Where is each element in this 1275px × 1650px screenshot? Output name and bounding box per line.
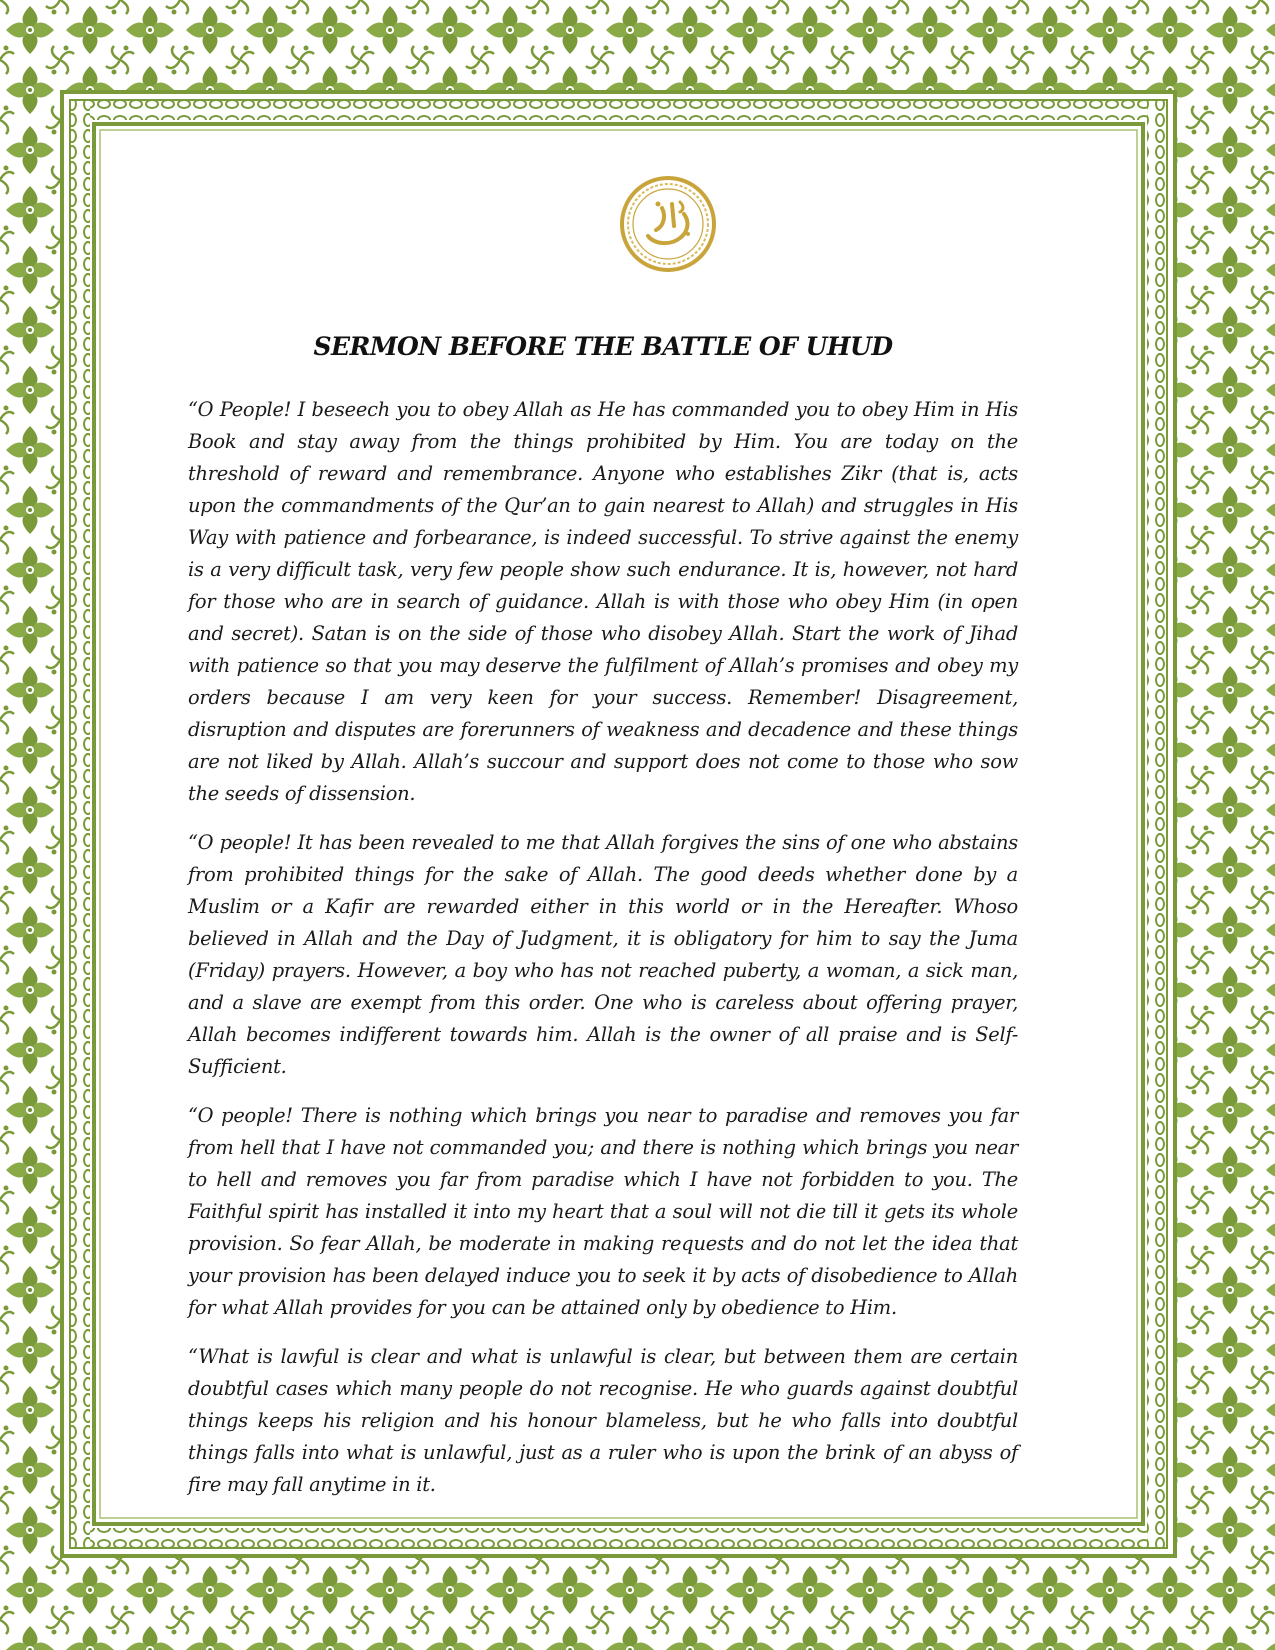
paragraph: “What is lawful is clear and what is unlawful is clear, but between them are certain doubtful cases which many people do not recognise. He who guards against doubtful things keeps his religion and his honour blameless, but he who falls into doubtful things falls into what is unlawful, just as a ruler who is upon the brink of an abyss of fire may fall anytime in it. [188, 1345, 1018, 1496]
sermon-body [188, 394, 1018, 1518]
paragraph: “O people! There is nothing which brings you near to paradise and removes you far from hell that I have not commanded you; and there is nothing which brings you near to hell and removes you far from paradise which I have not forbidden to you. The Faithful spirit has installed it into my heart that a soul will not die till it gets its whole provision. So fear Allah, be moderate in making requests and do not let the idea that your provision has been delayed induce you to seek it by acts of disobedience to Allah for what Allah provides for you can be attained only by obedience to Him. [188, 1104, 1018, 1319]
paragraph: “O People! I beseech you to obey Allah as He has commanded you to obey Him in His Book and stay away from the things prohibited by Him. You are today on the threshold of reward and remembrance. Anyone who establishes Zikr (that is, acts upon the commandments of the Qur’an to gain nearest to Allah) and struggles in His Way with patience and forbearance, is indeed successful. To strive against the enemy is a very difficult task, very few people show such endurance. It is, however, not hard for those who are in search of guidance. Allah is with those who obey Him (in open and secret). Satan is on the side of those who disobey Allah. Start the work of Jihad with patience so that you may deserve the fulfilment of Allah’s promises and obey my orders because I am very keen for your success. Remember! Disagreement, disruption and disputes are forerunners of weakness and decadence and these things are not liked by Allah. Allah’s succour and support does not come to those who sow the seeds of dissension. [188, 398, 1018, 805]
page-title: SERMON BEFORE THE BATTLE OF UHUD [313, 332, 893, 361]
calligraphy-seal [618, 174, 718, 274]
paragraph: “O people! It has been revealed to me that Allah forgives the sins of one who abstains from prohibited things for the sake of Allah. The good deeds whether done by a Muslim or a Kafir are rewarded either in this world or in the Hereafter. Whoso believed in Allah and the Day of Judgment, it is obligatory for him to say the Juma (Friday) prayers. However, a boy who has not reached puberty, a woman, a sick man, and a slave are exempt from this order. One who is careless about offering prayer, Allah becomes indifferent towards him. Allah is the owner of all praise and is Self-Sufficient. [188, 831, 1018, 1078]
calligraphy-seal-icon [618, 174, 718, 274]
